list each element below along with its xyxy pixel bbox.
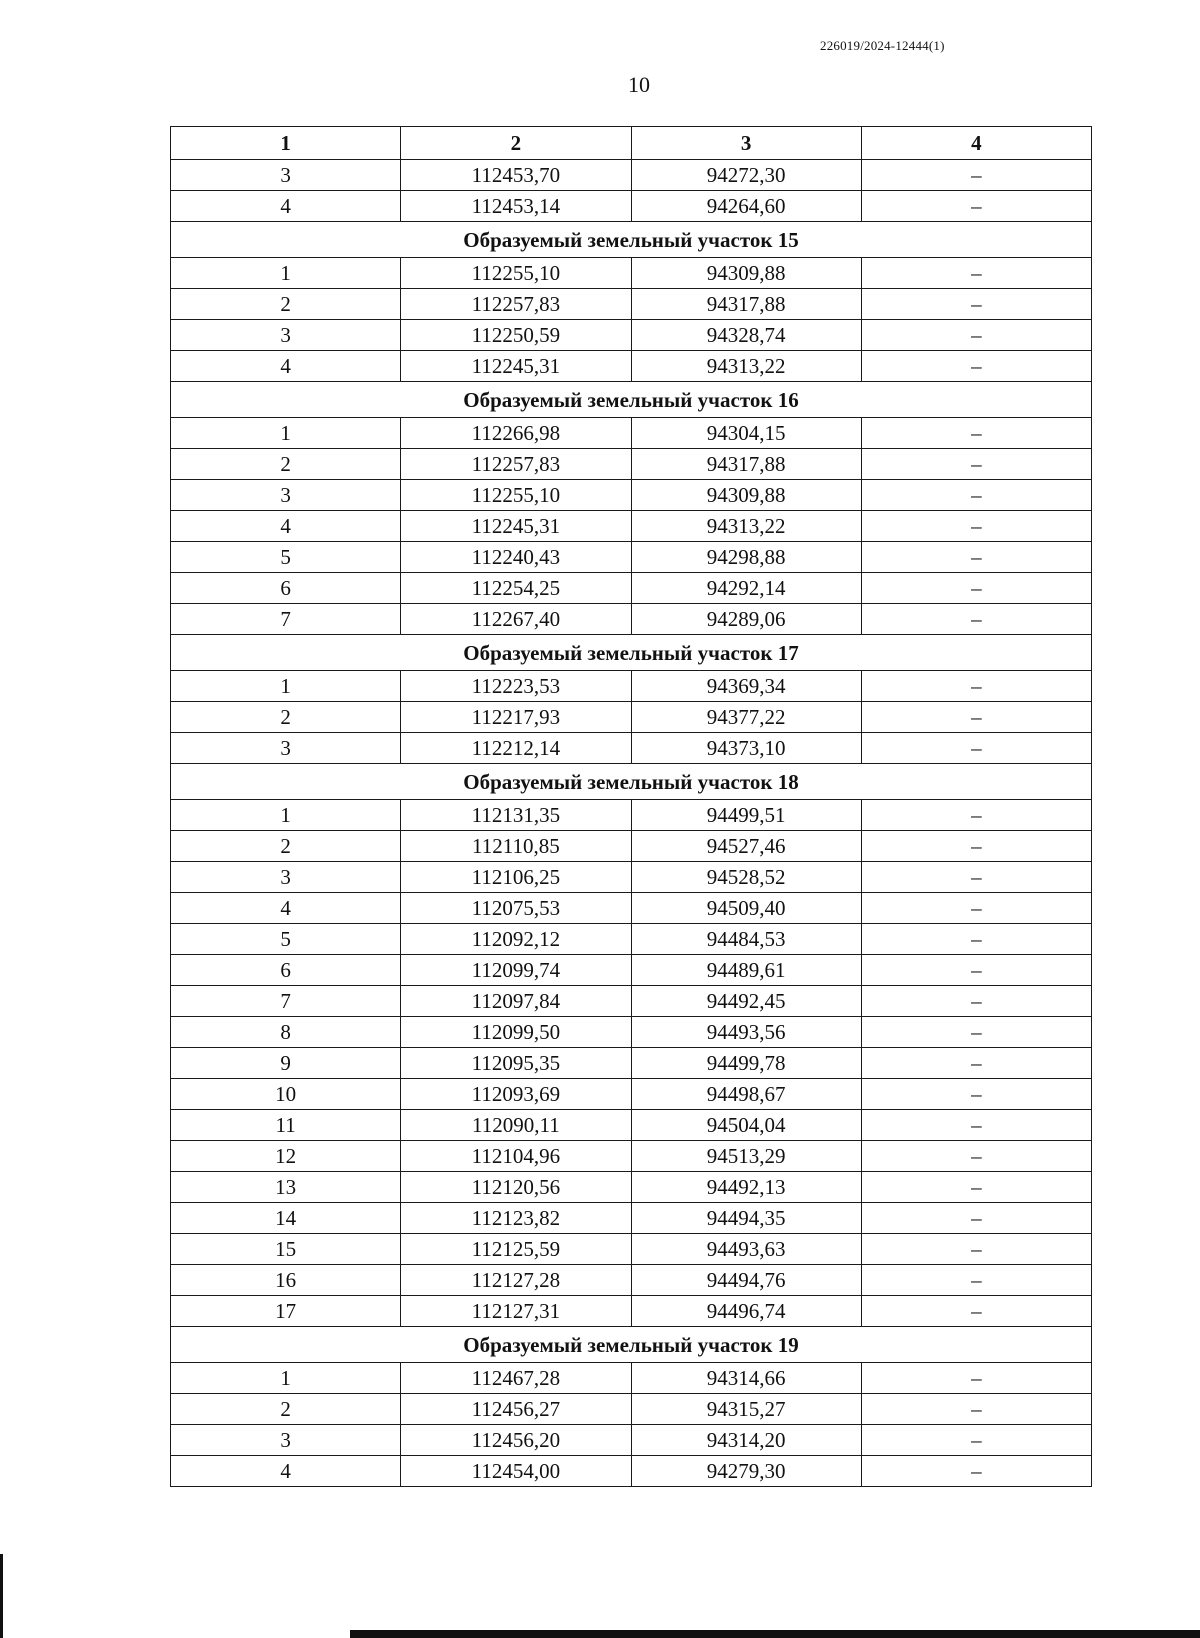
point-number-cell: 11 — [171, 1110, 401, 1141]
y-coordinate-cell: 94498,67 — [631, 1079, 861, 1110]
x-coordinate-cell: 112254,25 — [401, 573, 631, 604]
note-cell: – — [861, 258, 1091, 289]
point-number-cell: 1 — [171, 1363, 401, 1394]
note-cell: – — [861, 800, 1091, 831]
note-cell: – — [861, 1141, 1091, 1172]
x-coordinate-cell: 112456,20 — [401, 1425, 631, 1456]
table-row — [171, 351, 1092, 382]
note-cell: – — [861, 862, 1091, 893]
scan-edge-bottom — [350, 1630, 1200, 1638]
scan-edge-left — [0, 1554, 3, 1638]
table-row — [171, 1394, 1092, 1425]
point-number-cell: 6 — [171, 955, 401, 986]
y-coordinate-cell: 94304,15 — [631, 418, 861, 449]
x-coordinate-cell: 112245,31 — [401, 351, 631, 382]
y-coordinate-cell: 94315,27 — [631, 1394, 861, 1425]
x-coordinate-cell: 112104,96 — [401, 1141, 631, 1172]
point-number-cell: 13 — [171, 1172, 401, 1203]
document-number: 226019/2024-12444(1) — [820, 38, 945, 53]
point-number-cell: 2 — [171, 1394, 401, 1425]
table-row — [171, 511, 1092, 542]
note-cell: – — [861, 702, 1091, 733]
point-number-cell: 3 — [171, 320, 401, 351]
note-cell: – — [861, 1296, 1091, 1327]
table-row — [171, 924, 1092, 955]
section-row — [171, 382, 1092, 418]
y-coordinate-cell: 94504,04 — [631, 1110, 861, 1141]
table-row — [171, 1017, 1092, 1048]
note-cell: – — [861, 1110, 1091, 1141]
x-coordinate-cell: 112267,40 — [401, 604, 631, 635]
x-coordinate-cell: 112454,00 — [401, 1456, 631, 1487]
point-number-cell: 7 — [171, 986, 401, 1017]
note-cell: – — [861, 831, 1091, 862]
table-row — [171, 160, 1092, 191]
y-coordinate-cell: 94279,30 — [631, 1456, 861, 1487]
table-row — [171, 1363, 1092, 1394]
x-coordinate-cell: 112099,50 — [401, 1017, 631, 1048]
x-coordinate-cell: 112131,35 — [401, 800, 631, 831]
section-row — [171, 222, 1092, 258]
table-row — [171, 733, 1092, 764]
point-number-cell: 16 — [171, 1265, 401, 1296]
y-coordinate-cell: 94264,60 — [631, 191, 861, 222]
table-row — [171, 542, 1092, 573]
x-coordinate-cell: 112110,85 — [401, 831, 631, 862]
y-coordinate-cell: 94373,10 — [631, 733, 861, 764]
point-number-cell: 1 — [171, 258, 401, 289]
y-coordinate-cell: 94377,22 — [631, 702, 861, 733]
table-row — [171, 1172, 1092, 1203]
point-number-cell: 9 — [171, 1048, 401, 1079]
table-row — [171, 1296, 1092, 1327]
table-row — [171, 800, 1092, 831]
note-cell: – — [861, 1048, 1091, 1079]
note-cell: – — [861, 893, 1091, 924]
y-coordinate-cell: 94509,40 — [631, 893, 861, 924]
table-row — [171, 191, 1092, 222]
y-coordinate-cell: 94292,14 — [631, 573, 861, 604]
column-header-3: 3 — [631, 127, 861, 160]
x-coordinate-cell: 112093,69 — [401, 1079, 631, 1110]
header-row — [171, 127, 1092, 160]
y-coordinate-cell: 94527,46 — [631, 831, 861, 862]
table-row — [171, 1141, 1092, 1172]
x-coordinate-cell: 112257,83 — [401, 449, 631, 480]
table-row — [171, 604, 1092, 635]
column-header-1: 1 — [171, 127, 401, 160]
table-row — [171, 1456, 1092, 1487]
note-cell: – — [861, 1394, 1091, 1425]
y-coordinate-cell: 94484,53 — [631, 924, 861, 955]
point-number-cell: 1 — [171, 671, 401, 702]
note-cell: – — [861, 573, 1091, 604]
table-row — [171, 1110, 1092, 1141]
x-coordinate-cell: 112120,56 — [401, 1172, 631, 1203]
section-row — [171, 764, 1092, 800]
page-number: 10 — [628, 72, 650, 97]
point-number-cell: 10 — [171, 1079, 401, 1110]
point-number-cell: 2 — [171, 702, 401, 733]
point-number-cell: 7 — [171, 604, 401, 635]
y-coordinate-cell: 94313,22 — [631, 351, 861, 382]
y-coordinate-cell: 94513,29 — [631, 1141, 861, 1172]
table-row — [171, 1203, 1092, 1234]
x-coordinate-cell: 112125,59 — [401, 1234, 631, 1265]
y-coordinate-cell: 94496,74 — [631, 1296, 861, 1327]
x-coordinate-cell: 112127,28 — [401, 1265, 631, 1296]
x-coordinate-cell: 112240,43 — [401, 542, 631, 573]
y-coordinate-cell: 94499,51 — [631, 800, 861, 831]
note-cell: – — [861, 418, 1091, 449]
note-cell: – — [861, 1017, 1091, 1048]
x-coordinate-cell: 112092,12 — [401, 924, 631, 955]
y-coordinate-cell: 94314,20 — [631, 1425, 861, 1456]
y-coordinate-cell: 94528,52 — [631, 862, 861, 893]
point-number-cell: 15 — [171, 1234, 401, 1265]
note-cell: – — [861, 191, 1091, 222]
note-cell: – — [861, 289, 1091, 320]
note-cell: – — [861, 733, 1091, 764]
point-number-cell: 1 — [171, 800, 401, 831]
note-cell: – — [861, 1079, 1091, 1110]
x-coordinate-cell: 112212,14 — [401, 733, 631, 764]
table-row — [171, 955, 1092, 986]
table-row — [171, 1079, 1092, 1110]
x-coordinate-cell: 112245,31 — [401, 511, 631, 542]
point-number-cell: 4 — [171, 1456, 401, 1487]
coordinates-table — [170, 126, 1092, 1487]
y-coordinate-cell: 94272,30 — [631, 160, 861, 191]
point-number-cell: 5 — [171, 542, 401, 573]
section-title: Образуемый земельный участок 15 — [171, 222, 1092, 258]
point-number-cell: 5 — [171, 924, 401, 955]
note-cell: – — [861, 924, 1091, 955]
y-coordinate-cell: 94314,66 — [631, 1363, 861, 1394]
y-coordinate-cell: 94494,76 — [631, 1265, 861, 1296]
column-header-2: 2 — [401, 127, 631, 160]
section-title: Образуемый земельный участок 17 — [171, 635, 1092, 671]
x-coordinate-cell: 112127,31 — [401, 1296, 631, 1327]
point-number-cell: 4 — [171, 511, 401, 542]
table-row — [171, 831, 1092, 862]
y-coordinate-cell: 94493,56 — [631, 1017, 861, 1048]
table-row — [171, 702, 1092, 733]
note-cell: – — [861, 320, 1091, 351]
y-coordinate-cell: 94499,78 — [631, 1048, 861, 1079]
note-cell: – — [861, 351, 1091, 382]
x-coordinate-cell: 112250,59 — [401, 320, 631, 351]
note-cell: – — [861, 1203, 1091, 1234]
x-coordinate-cell: 112255,10 — [401, 480, 631, 511]
point-number-cell: 3 — [171, 1425, 401, 1456]
note-cell: – — [861, 955, 1091, 986]
table-row — [171, 1265, 1092, 1296]
table-row — [171, 1048, 1092, 1079]
y-coordinate-cell: 94313,22 — [631, 511, 861, 542]
point-number-cell: 12 — [171, 1141, 401, 1172]
x-coordinate-cell: 112090,11 — [401, 1110, 631, 1141]
table-row — [171, 1425, 1092, 1456]
note-cell: – — [861, 511, 1091, 542]
x-coordinate-cell: 112453,14 — [401, 191, 631, 222]
section-title: Образуемый земельный участок 18 — [171, 764, 1092, 800]
x-coordinate-cell: 112097,84 — [401, 986, 631, 1017]
table-row — [171, 320, 1092, 351]
point-number-cell: 4 — [171, 351, 401, 382]
section-row — [171, 1327, 1092, 1363]
x-coordinate-cell: 112075,53 — [401, 893, 631, 924]
point-number-cell: 1 — [171, 418, 401, 449]
x-coordinate-cell: 112223,53 — [401, 671, 631, 702]
table-row — [171, 480, 1092, 511]
table-row — [171, 671, 1092, 702]
table-row — [171, 258, 1092, 289]
note-cell: – — [861, 160, 1091, 191]
table-row — [171, 893, 1092, 924]
table-row — [171, 1234, 1092, 1265]
point-number-cell: 4 — [171, 893, 401, 924]
y-coordinate-cell: 94298,88 — [631, 542, 861, 573]
note-cell: – — [861, 480, 1091, 511]
point-number-cell: 3 — [171, 480, 401, 511]
point-number-cell: 3 — [171, 733, 401, 764]
point-number-cell: 4 — [171, 191, 401, 222]
note-cell: – — [861, 1172, 1091, 1203]
note-cell: – — [861, 1265, 1091, 1296]
y-coordinate-cell: 94489,61 — [631, 955, 861, 986]
point-number-cell: 8 — [171, 1017, 401, 1048]
table-row — [171, 986, 1092, 1017]
note-cell: – — [861, 986, 1091, 1017]
note-cell: – — [861, 1456, 1091, 1487]
y-coordinate-cell: 94317,88 — [631, 289, 861, 320]
section-row — [171, 635, 1092, 671]
section-title: Образуемый земельный участок 16 — [171, 382, 1092, 418]
note-cell: – — [861, 449, 1091, 480]
y-coordinate-cell: 94494,35 — [631, 1203, 861, 1234]
x-coordinate-cell: 112123,82 — [401, 1203, 631, 1234]
point-number-cell: 6 — [171, 573, 401, 604]
note-cell: – — [861, 604, 1091, 635]
point-number-cell: 2 — [171, 289, 401, 320]
x-coordinate-cell: 112456,27 — [401, 1394, 631, 1425]
y-coordinate-cell: 94492,13 — [631, 1172, 861, 1203]
section-title: Образуемый земельный участок 19 — [171, 1327, 1092, 1363]
y-coordinate-cell: 94369,34 — [631, 671, 861, 702]
table-row — [171, 573, 1092, 604]
table-row — [171, 862, 1092, 893]
point-number-cell: 3 — [171, 862, 401, 893]
point-number-cell: 2 — [171, 831, 401, 862]
point-number-cell: 17 — [171, 1296, 401, 1327]
x-coordinate-cell: 112467,28 — [401, 1363, 631, 1394]
note-cell: – — [861, 1425, 1091, 1456]
y-coordinate-cell: 94317,88 — [631, 449, 861, 480]
y-coordinate-cell: 94328,74 — [631, 320, 861, 351]
note-cell: – — [861, 671, 1091, 702]
x-coordinate-cell: 112106,25 — [401, 862, 631, 893]
y-coordinate-cell: 94309,88 — [631, 480, 861, 511]
x-coordinate-cell: 112099,74 — [401, 955, 631, 986]
x-coordinate-cell: 112255,10 — [401, 258, 631, 289]
y-coordinate-cell: 94289,06 — [631, 604, 861, 635]
x-coordinate-cell: 112266,98 — [401, 418, 631, 449]
point-number-cell: 3 — [171, 160, 401, 191]
x-coordinate-cell: 112257,83 — [401, 289, 631, 320]
y-coordinate-cell: 94492,45 — [631, 986, 861, 1017]
table-body — [171, 160, 1092, 1487]
table-row — [171, 418, 1092, 449]
x-coordinate-cell: 112095,35 — [401, 1048, 631, 1079]
point-number-cell: 2 — [171, 449, 401, 480]
note-cell: – — [861, 1363, 1091, 1394]
note-cell: – — [861, 542, 1091, 573]
table-header — [171, 127, 1092, 160]
x-coordinate-cell: 112453,70 — [401, 160, 631, 191]
note-cell: – — [861, 1234, 1091, 1265]
y-coordinate-cell: 94309,88 — [631, 258, 861, 289]
table-row — [171, 289, 1092, 320]
column-header-4: 4 — [861, 127, 1091, 160]
table-row — [171, 449, 1092, 480]
y-coordinate-cell: 94493,63 — [631, 1234, 861, 1265]
point-number-cell: 14 — [171, 1203, 401, 1234]
x-coordinate-cell: 112217,93 — [401, 702, 631, 733]
